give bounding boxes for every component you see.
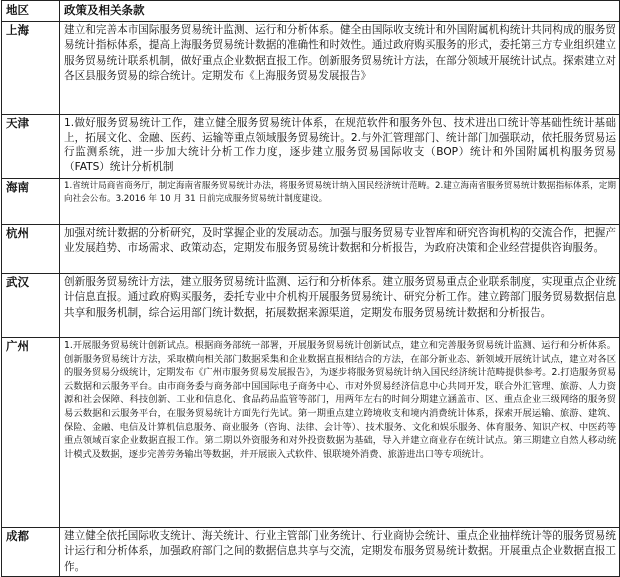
region-cell-shanghai: 上海 xyxy=(2,22,60,115)
table-row xyxy=(2,338,620,528)
region-cell-hainan: 海南 xyxy=(2,179,60,225)
region-cell-tianjin: 天津 xyxy=(2,115,60,179)
region-column-header: 地区 xyxy=(2,1,60,22)
region-cell-wuhan: 武汉 xyxy=(2,274,60,338)
region-cell-hangzhou: 杭州 xyxy=(2,225,60,274)
region-cell-guangzhou: 广州 xyxy=(2,338,60,528)
table-row xyxy=(2,528,620,577)
region-cell-chengdu: 成都 xyxy=(2,528,60,577)
policy-cell-tianjin: 1.做好服务贸易统计工作，建立健全服务贸易统计体系，在规范软件和服务外包、技术进出口统计等基础性统计基础上，拓展文化、金融、医药、运输等重点领域服务贸易统计。2.与外汇管理部门、统计部门加强联动，依托服务贸易运行监测系统，进一步加大统计分析工作力度，逐步建立服务贸易国际收支（BOP）统计和外国附属机构服务贸易（FATS）统计分析机制 xyxy=(60,115,620,179)
table-row xyxy=(2,22,620,115)
table-row xyxy=(2,225,620,274)
table-header-row xyxy=(2,1,620,22)
policy-cell-guangzhou: 1.开展服务贸易统计创新试点。根据商务部统一部署，开展服务贸易统计创新试点，建立和完善服务贸易统计监测、运行和分析体系。创新服务贸易统计方法，采取横向相关部门数据采集和企业数据直报相结合的方法，在部分新业态、新领域开展统计试点，建立对各区的服务贸易分级统计，定期发布《广州市服务贸易发展报告》，为逐步将服务贸易统计纳入国民经济统计范畴提供参考。2.打造服务贸易云数据和云服务平台。由市商务委与商务部中国国际电子商务中心、市对外贸易经济信息中心共同开发，联合外汇管理、旅游、人力资源和社会保障、科技创新、工业和信息化、食品药品监管等部门，用两年左右的时间分期建立涵盖市、区、重点企业三级网络的服务贸易云数据和云服务平台，在服务贸易统计方面先行先试。第一期重点建立跨境收支和境内消费统计体系，探索开展运输、旅游、建筑、保险、金融、电信及计算机信息服务、商业服务（咨询、法律、会计等）、技术服务、文化和娱乐服务、体育服务、知识产权、中医药等重点领域百家企业数据直报工作。第二期以外资服务和对外投资数据为基础，导入并建立商业存在统计试点。第三期建立自然人移动统计模式及数据，逐步完善劳务输出等数据，并开展嵌入式软件、银联境外消费、旅游进出口等专项统计。 xyxy=(60,338,620,528)
policy-table xyxy=(1,0,620,577)
policy-cell-shanghai: 建立和完善本市国际服务贸易统计监测、运行和分析体系。健全由国际收支统计和外国附属机构统计共同构成的服务贸易统计指标体系，提高上海服务贸易统计数据的准确性和时效性。通过政府购买服务的形式，委托第三方专业组织建立服务贸易统计联系机制，做好重点企业数据直报工作。创新服务贸易统计方法，在部分领域开展统计试点。探索建立对各区县服务贸易的综合统计。定期发布《上海服务贸易发展报告》 xyxy=(60,22,620,115)
table-row xyxy=(2,274,620,338)
table-row xyxy=(2,115,620,179)
policy-column-header: 政策及相关条款 xyxy=(60,1,620,22)
policy-cell-chengdu: 建立健全依托国际收支统计、海关统计、行业主管部门业务统计、行业商协会统计、重点企业抽样统计等的服务贸易统计运行和分析体系，加强政府部门之间的数据信息共享与交流，定期发布服务贸易统计数据。开展重点企业数据直报工作。 xyxy=(60,528,620,577)
policy-cell-wuhan: 创新服务贸易统计方法，建立服务贸易统计监测、运行和分析体系。建立服务贸易重点企业联系制度，实现重点企业统计信息直报。通过政府购买服务，委托专业中介机构开展服务贸易统计、研究分析工作。建立跨部门服务贸易数据信息共享和服务机制，综合运用部门统计数据，拓展数据来源渠道，定期发布服务贸易统计数据和分析报告。 xyxy=(60,274,620,338)
table-row xyxy=(2,179,620,225)
policy-cell-hangzhou: 加强对统计数据的分析研究，及时掌握企业的发展动态。加强与服务贸易专业智库和研究咨询机构的交流合作，把握产业发展趋势、市场需求、政策动态，定期发布服务贸易统计数据和分析报告，为政府决策和企业经营提供咨询服务。 xyxy=(60,225,620,274)
policy-cell-hainan: 1.省统计局商省商务厅，制定海南省服务贸易统计办法，将服务贸易统计纳入国民经济统计范畴。2.建立海南省服务贸易统计数据指标体系，定期向社会公布。3.2016 年 10 月 31 日前完成服务贸易统计制度建设。 xyxy=(60,179,620,225)
